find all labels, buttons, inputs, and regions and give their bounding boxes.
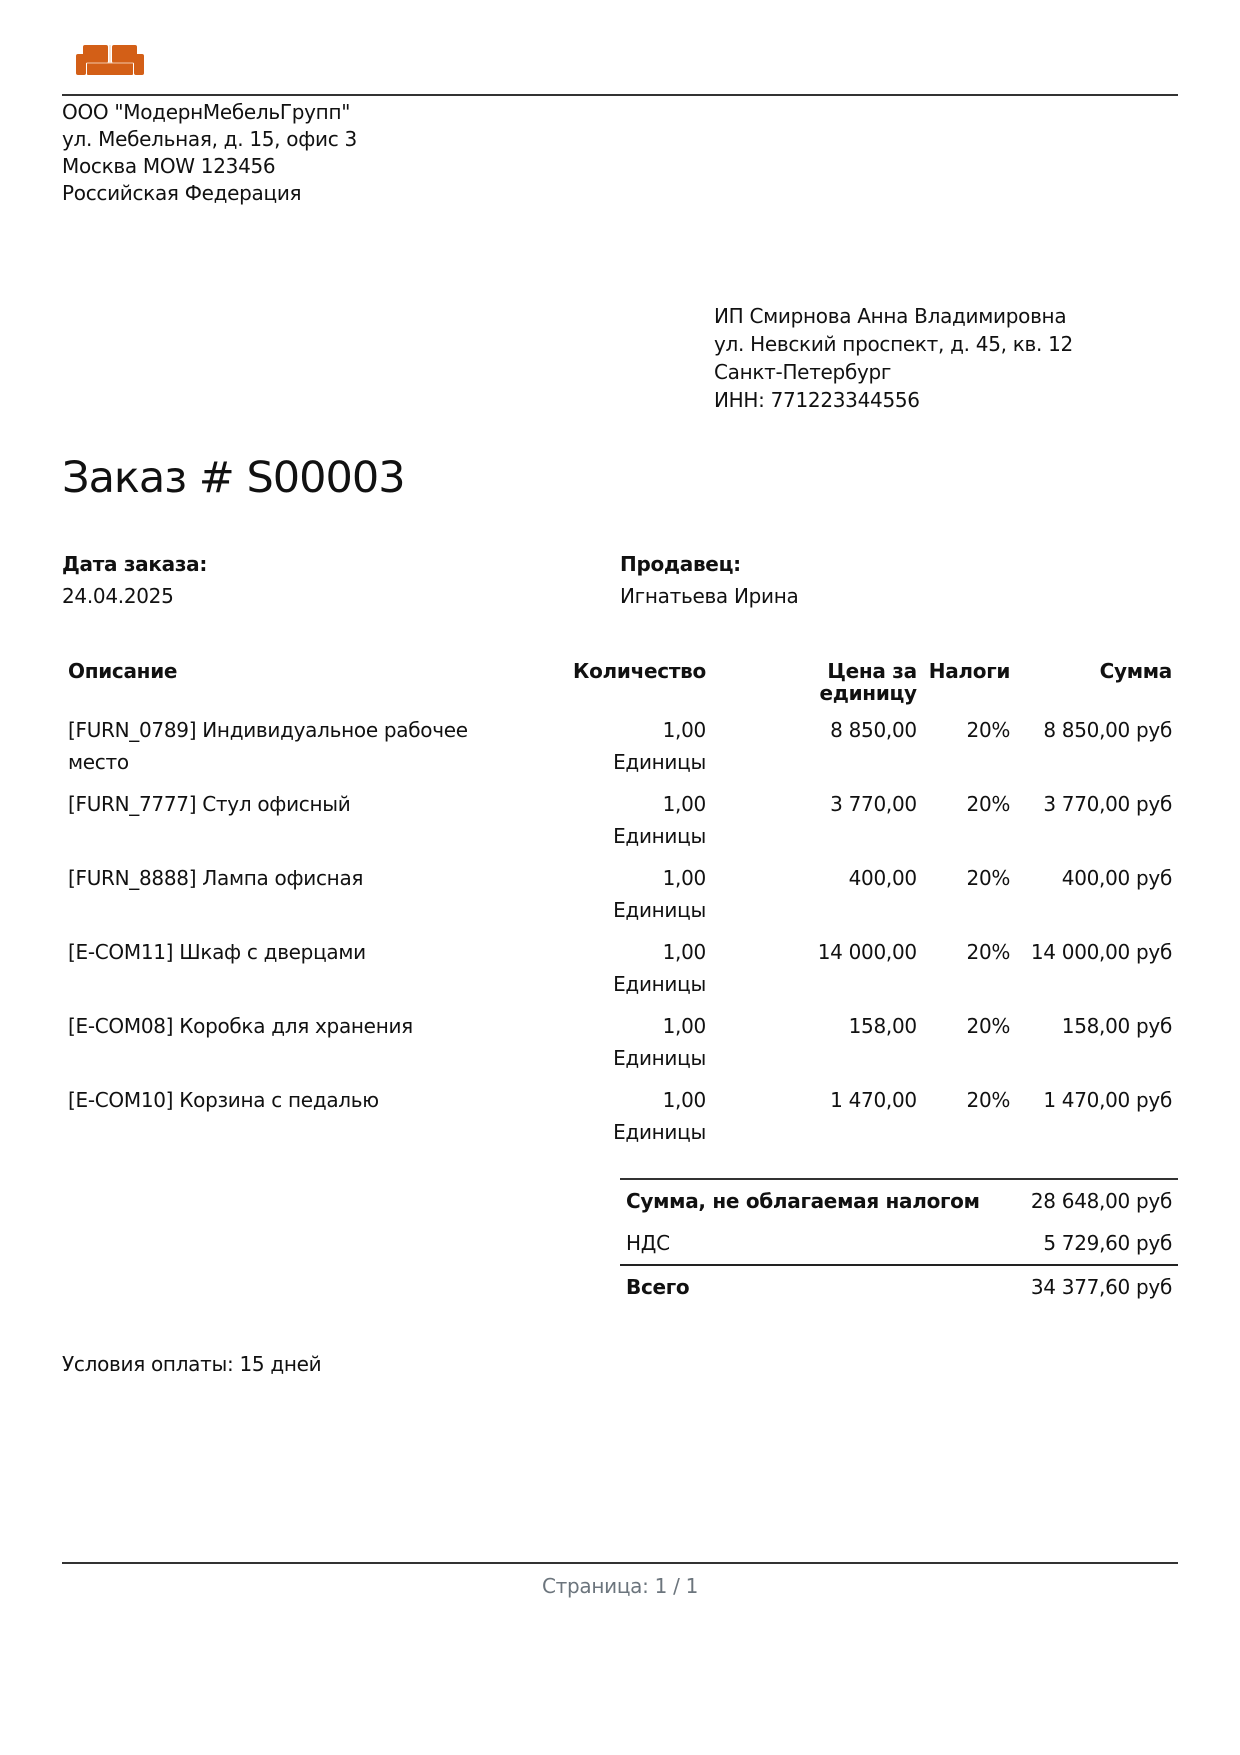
line-unit-price: 3 770,00: [830, 792, 917, 816]
line-uom: Единицы: [613, 750, 706, 774]
line-unit-price: 400,00: [848, 866, 917, 890]
line-quantity: 1,00 Единицы: [540, 788, 712, 862]
line-amount: 158,00 руб: [1061, 1014, 1172, 1038]
customer-city: Санкт-Петербург: [714, 360, 892, 384]
line-quantity: 1,00 Единицы: [540, 1010, 712, 1084]
line-tax: 20%: [966, 866, 1011, 890]
line-uom: Единицы: [613, 824, 706, 848]
footer-divider: [62, 1562, 1178, 1564]
table-row: [62, 788, 1178, 862]
totals-table: [620, 1178, 1178, 1308]
table-row: [62, 714, 1178, 788]
customer-inn: ИНН: 771223344556: [714, 388, 920, 412]
line-description: [FURN_7777] Стул офисный: [68, 792, 351, 816]
line-uom: Единицы: [613, 898, 706, 922]
order-date-label: Дата заказа:: [62, 552, 208, 576]
untaxed-label: Сумма, не облагаемая налогом: [620, 1179, 1013, 1222]
total-label: Всего: [620, 1265, 1013, 1308]
company-street: ул. Мебельная, д. 15, офис 3: [62, 127, 357, 151]
line-tax: 20%: [966, 718, 1011, 742]
line-tax: 20%: [966, 1014, 1011, 1038]
table-row: [62, 1010, 1178, 1084]
customer-address: [714, 302, 1073, 414]
line-uom: Единицы: [613, 1046, 706, 1070]
line-tax: 20%: [966, 940, 1011, 964]
table-header-row: [62, 656, 1178, 714]
order-date-block: [62, 548, 207, 612]
line-unit-price: 158,00: [848, 1014, 917, 1038]
page-number: Страница: 1 / 1: [541, 1574, 698, 1598]
order-lines-table: [62, 656, 1178, 1158]
sofa-icon: [76, 44, 144, 76]
line-description: [E-COM08] Коробка для хранения: [68, 1014, 413, 1038]
line-unit-price: 8 850,00: [830, 718, 917, 742]
salesperson-block: [620, 548, 798, 612]
col-taxes: Налоги: [928, 659, 1011, 683]
customer-name: ИП Смирнова Анна Владимировна: [714, 304, 1067, 328]
total-value: 34 377,60 руб: [1013, 1265, 1178, 1308]
line-tax: 20%: [966, 1088, 1011, 1112]
vat-label: НДС: [626, 1231, 670, 1255]
untaxed-row: [620, 1179, 1178, 1222]
col-unit-price: Цена за единицу: [819, 659, 917, 705]
line-quantity: 1,00 Единицы: [540, 862, 712, 936]
line-description: [E-COM11] Шкаф с дверцами: [68, 940, 366, 964]
table-row: [62, 862, 1178, 936]
table-row: [62, 1084, 1178, 1158]
payment-terms: Условия оплаты: 15 дней: [62, 1352, 322, 1376]
company-city: Москва MOW 123456: [62, 154, 276, 178]
company-address: [62, 99, 357, 207]
salesperson-value: Игнатьева Ирина: [620, 584, 799, 608]
page-title: Заказ # S00003: [62, 453, 405, 503]
company-name: ООО "МодернМебельГрупп": [62, 100, 351, 124]
header-divider: [62, 94, 1178, 96]
vat-row: [620, 1222, 1178, 1265]
total-row: [620, 1265, 1178, 1308]
col-amount: Сумма: [1099, 659, 1172, 683]
line-amount: 14 000,00 руб: [1030, 940, 1172, 964]
company-country: Российская Федерация: [62, 181, 302, 205]
line-description: [FURN_8888] Лампа офисная: [68, 866, 364, 890]
line-quantity: 1,00 Единицы: [540, 1084, 712, 1158]
line-uom: Единицы: [613, 1120, 706, 1144]
table-row: [62, 936, 1178, 1010]
line-description: [FURN_0789] Индивидуальное рабочее место: [68, 718, 468, 774]
line-amount: 400,00 руб: [1061, 866, 1172, 890]
col-description: Описание: [68, 659, 178, 683]
line-uom: Единицы: [613, 972, 706, 996]
line-unit-price: 1 470,00: [830, 1088, 917, 1112]
line-amount: 8 850,00 руб: [1043, 718, 1172, 742]
vat-value: 5 729,60 руб: [1043, 1231, 1172, 1255]
line-quantity: 1,00 Единицы: [540, 714, 712, 788]
line-quantity: 1,00 Единицы: [540, 936, 712, 1010]
salesperson-label: Продавец:: [620, 552, 741, 576]
customer-street: ул. Невский проспект, д. 45, кв. 12: [714, 332, 1073, 356]
line-amount: 1 470,00 руб: [1043, 1088, 1172, 1112]
line-amount: 3 770,00 руб: [1043, 792, 1172, 816]
untaxed-value: 28 648,00 руб: [1013, 1179, 1178, 1222]
line-unit-price: 14 000,00: [817, 940, 917, 964]
col-quantity: Количество: [573, 659, 706, 683]
line-tax: 20%: [966, 792, 1011, 816]
line-description: [E-COM10] Корзина с педалью: [68, 1088, 379, 1112]
order-date-value: 24.04.2025: [62, 584, 174, 608]
